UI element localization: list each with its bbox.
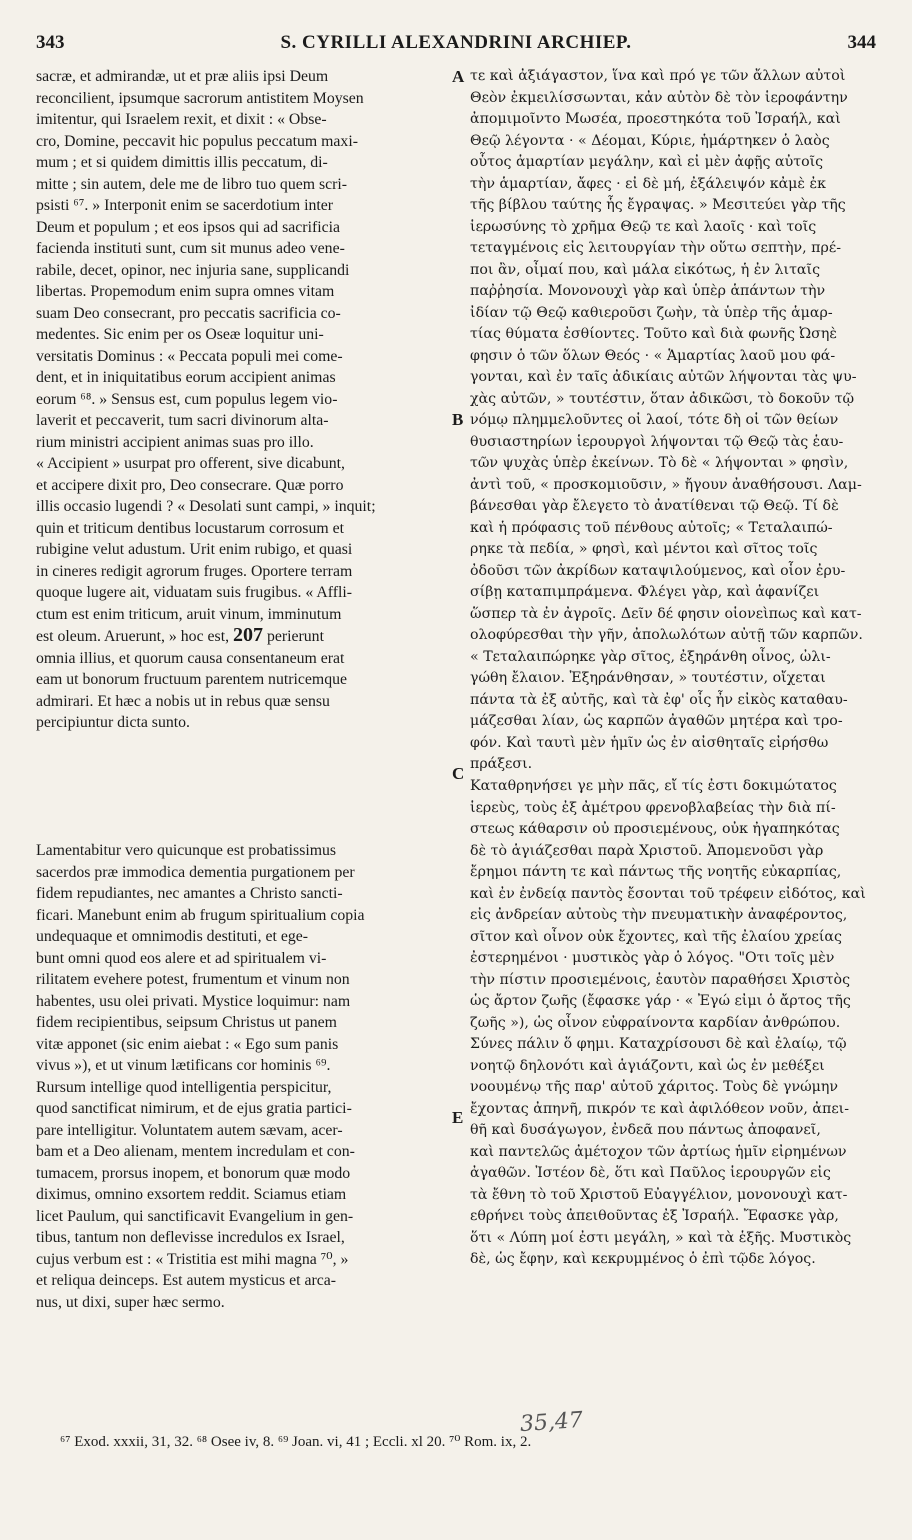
latin-line: psisti ⁶⁷. » Interponit enim se sacerdotium inter xyxy=(36,197,334,214)
latin-line: reconcilient, ipsumque sacrorum antistitem Moysen xyxy=(36,89,364,107)
margin-marker-c: C xyxy=(452,764,465,783)
latin-line: tibus, tantum non deflevisse incredulos ex Israel, xyxy=(36,1229,345,1246)
greek-line: Σύνες πάλιν ὅ φημι. Καταχρίσουσι δὲ καὶ ἐλαίῳ, τῷ xyxy=(470,1036,847,1052)
handwritten-note: 35,47 xyxy=(519,1407,584,1438)
greek-line: καὶ ἡ πρόφασις τοῦ πένθους αὐτοῖς; « Τεταλαιπώ- xyxy=(470,519,833,536)
latin-line: imitentur, qui Israelem rexit, et dixit : « Obse- xyxy=(36,111,327,128)
latin-line: quod sanctificat nimirum, et de ejus gratia partici- xyxy=(36,1100,352,1117)
latin-line: illis occasio lugendi ? « Desolati sunt campi, » inquit; xyxy=(36,498,376,515)
greek-paragraph-2 xyxy=(470,776,880,1271)
latin-line: medentes. Sic enim per os Oseæ loquitur uni- xyxy=(36,326,324,343)
greek-line: οὗτος ἁμαρτίαν μεγάλην, καὶ εἰ μὲν ἀφῇς αὐτοῖς xyxy=(470,154,824,170)
latin-line: admirari. Et hæc a nobis ut in rebus quæ sensu xyxy=(36,692,330,710)
greek-line: ἀντὶ τοῦ, « προσκομιοῦσιν, » ἤγουν ἀναθήσουσι. Λαμ- xyxy=(470,476,862,493)
latin-line: bunt omni quod eos alere et ad spiritualem vi- xyxy=(36,949,327,967)
latin-line: in cineres redigit agrorum fruges. Oportere terram xyxy=(36,562,353,580)
latin-line: eorum ⁶⁸. » Sensus est, cum populus legem vio- xyxy=(36,390,338,408)
greek-line: ἔχοντας ἀπηνῆ, πικρόν τε καὶ ἀφιλόθεον νοῦν, ἀπει- xyxy=(470,1100,850,1117)
latin-paragraph-1 xyxy=(36,66,448,734)
latin-line: rium ministri accipient animas suas pro illo. xyxy=(36,433,314,451)
latin-line: pare intelligitur. Voluntatem autem sævam, acer- xyxy=(36,1121,343,1139)
latin-line: eam ut bonorum fructuum parentem nutricemque xyxy=(36,671,348,688)
latin-line: licet Paulum, qui sanctificavit Evangelium in gen- xyxy=(36,1207,354,1225)
greek-line: Θεὸν ἐκμειλίσσωνται, κἀν αὐτὸν δὲ τὸν ἱεροφάντην xyxy=(470,89,848,106)
greek-paragraph-1 xyxy=(470,66,880,776)
greek-line: ὀδοῦσι τῶν ἀκρίδων καταψιλούμενος, καὶ οἷον ἐρυ- xyxy=(470,562,846,579)
greek-line: ἀγαθῶν. Ἰστέον δὲ, ὅτι καὶ Παῦλος ἱερουργῶν εἰς xyxy=(470,1165,831,1181)
latin-line: versitatis Dominus : « Peccata populi mei come- xyxy=(36,347,343,365)
latin-line: laverit et peccaverit, tum sacri divinorum alta- xyxy=(36,412,329,429)
latin-line: diximus, omnino exsortem reddit. Sciamus etiam xyxy=(36,1186,347,1203)
latin-line: vitæ apponet (sic enim aiebat : « Ego sum panis xyxy=(36,1035,339,1053)
greek-line: παῤῥησία. Μονονουχὶ γὰρ καὶ ὑπὲρ ἁπάντων τὴν xyxy=(470,283,826,299)
latin-line: est oleum. Aruerunt, » hoc est, 207 perierunt xyxy=(36,625,324,646)
greek-line: σίβῃ καταπιμπράμενα. Φλέγει γὰρ, καὶ ἀφανίζει xyxy=(470,584,820,600)
latin-line: omnia illius, et quorum causa consentaneum erat xyxy=(36,649,345,667)
greek-line: πάντα τὰ ἐξ αὐτῆς, καὶ τὰ ἐφ' οἷς ἦν εἰκὸς καταθαυ- xyxy=(470,691,848,708)
page-header xyxy=(36,30,876,60)
greek-line: πράξεσι. xyxy=(470,756,533,772)
greek-line: θυσιαστηρίων ἱερουργοὶ λήψονται τῷ Θεῷ τὰς ἑαυ- xyxy=(470,433,844,450)
margin-marker-e: E xyxy=(452,1108,464,1127)
greek-line: γονται, καὶ ἐν ταῖς ἀδικίαις αὐτῶν λήψονται τὰς ψυ- xyxy=(470,369,857,385)
latin-line: mitte ; sin autem, dele me de libro tuo quem scri- xyxy=(36,175,348,193)
page-number-right: 344 xyxy=(847,32,876,53)
greek-line: νοητῷ δηλονότι καὶ ἁγιάζοντι, καὶ ὡς ἐν μεθέξει xyxy=(470,1057,825,1074)
greek-line: τὴν πίστιν προσιεμένοις, ἑαυτὸν παραθήσει Χριστὸς xyxy=(470,971,851,988)
greek-line: καὶ ἐν ἐνδείᾳ παντὸς ἔσονται τοῦ τρέφειν εἰδότος, καὶ xyxy=(470,885,866,902)
latin-line: « Accipient » usurpat pro offerent, sive dicabunt, xyxy=(36,455,345,472)
latin-line: bam et a Deo alienam, mentem incredulam et con- xyxy=(36,1143,355,1160)
greek-line: ὡς ἄρτον ζωῆς (ἔφασκε γάρ · « Ἐγώ εἰμι ὁ ἄρτος τῆς xyxy=(470,993,851,1009)
greek-line: στεως κάθαρσιν οὐ προσιεμένους, οὐκ ἠγαπηκότας xyxy=(470,821,840,837)
latin-line: habentes, usu olei privati. Mystice loquimur: nam xyxy=(36,992,351,1010)
greek-line: βάνεσθαι γὰρ ἔλεγετο τὸ ἀνατίθεναι τῷ Θεῷ. Τί δὲ xyxy=(470,498,839,514)
greek-line: σῖτον καὶ οἶνον οὐκ ἔχοντες, καὶ τῆς ἐλαίου χρείας xyxy=(470,928,842,945)
latin-line: suam Deo consecrant, pro peccatis sacrificia co- xyxy=(36,304,341,322)
latin-line: tumacem, prorsus inopem, et bonorum quæ modo xyxy=(36,1164,351,1182)
greek-line: ὅτι « Λύπη μοί ἐστι μεγάλη, » καὶ τὰ ἑξῆς. Μυστικὸς xyxy=(470,1229,852,1246)
greek-line: Καταθρηνήσει γε μὴν πᾶς, εἴ τίς ἐστι δοκιμώτατος xyxy=(470,778,837,794)
latin-line: et accipere dixit pro, Deo consecrare. Quæ porro xyxy=(36,476,344,494)
latin-line: rilitatem evehere potest, frumentum et vinum non xyxy=(36,971,350,988)
latin-line: rabile, decet, opinor, nec injuria sane, supplicandi xyxy=(36,261,350,279)
greek-line: ὥσπερ τὰ ἐν ἀγροῖς. Δεῖν δέ φησιν οἱονεὶπως καὶ κατ- xyxy=(470,605,862,622)
greek-line: τίας θύματα ἐσθίοντες. Τοῦτο καὶ διὰ φωνῆς Ὠσηὲ xyxy=(470,326,837,342)
greek-line: μάζεσθαι λίαν, ὡς καρπῶν ἀγαθῶν μητέρα καὶ τρο- xyxy=(470,713,843,729)
greek-line: τε καὶ ἀξιάγαστον, ἵνα καὶ πρό γε τῶν ἄλλων αὐτοὶ xyxy=(470,68,846,84)
latin-paragraph-2 xyxy=(36,840,448,1313)
greek-line: καὶ παντελῶς ἀμέτοχον τῶν ἀρτίως ἡμῖν εἰρημένων xyxy=(470,1143,847,1160)
greek-line: « Τεταλαιπώρηκε γὰρ σῖτος, ἐξηράνθη οἶνος, ὠλι- xyxy=(470,648,831,665)
greek-line: τεταγμένοις εἰς λειτουργίαν τὴν οὕτω σεπτὴν, πρέ- xyxy=(470,240,841,256)
greek-line: φόν. Καὶ ταυτὶ μὲν ἡμῖν ὡς ἐν αἰσθηταῖς εἰρήσθω xyxy=(470,734,829,751)
greek-line: τὰ ἔθνη τὸ τοῦ Χριστοῦ Εὐαγγέλιον, μονονουχὶ κατ- xyxy=(470,1186,848,1203)
greek-line: ἱερωσύνης τὸ χρῆμα Θεῷ τε καὶ λαοῖς · καὶ τοῖς xyxy=(470,218,817,235)
greek-line: φησιν ὁ τῶν ὅλων Θεός · « Ἁμαρτίας λαοῦ μου φά- xyxy=(470,347,836,364)
greek-line: εθρήνει τοὺς ἀπειθοῦντας ἐξ Ἰσραήλ. Ἔφασκε γὰρ, xyxy=(470,1208,839,1224)
greek-line: ἀπομιμοῖντο Μωσέα, προεστηκότα τοῦ Ἰσραήλ, καὶ xyxy=(470,111,841,127)
footnotes: ⁶⁷ Exod. xxxii, 31, 32. ⁶⁸ Osee iv, 8. ⁶⁹ Joan. vi, 41 ; Eccli. xl 20. ⁷⁰ Rom. ix, 2. xyxy=(60,1434,532,1450)
latin-line: fidem recipientibus, seipsum Christus ut panem xyxy=(36,1014,337,1031)
greek-line: ολοφύρεσθαι τὴν γῆν, ἀπολωλότων αὐτῇ τῶν καρπῶν. xyxy=(470,627,863,643)
greek-line: γώθη ἔλαιον. Ἐξηράνθησαν, » τουτέστιν, οἴχεται xyxy=(470,670,826,686)
greek-line: νοουμένῳ τῆς παρ' αὐτοῦ χάριτος. Τοὺς δὲ γνώμην xyxy=(470,1079,839,1095)
margin-marker-b: B xyxy=(452,410,464,429)
latin-line: et reliqua deinceps. Est autem mysticus et arca- xyxy=(36,1272,337,1289)
greek-line: δὲ, ὡς ἔφην, καὶ κεκρυμμένος ὁ ἐπὶ τῷδε λόγος. xyxy=(470,1251,816,1267)
latin-line: cujus verbum est : « Tristitia est mihi magna ⁷⁰, » xyxy=(36,1250,349,1268)
column-number: 207 xyxy=(233,625,263,646)
greek-line: ἰδίαν τῷ Θεῷ καθιεροῦσι ζωὴν, τὰ ὑπὲρ τῆς ἁμαρ- xyxy=(470,304,833,321)
greek-line: ἔρημοι πάντη τε καὶ πάντως τῆς νοητῆς εὐκαρπίας, xyxy=(470,864,842,880)
running-title: S. CYRILLI ALEXANDRINI ARCHIEP. xyxy=(280,32,632,53)
latin-line-continuation: perierunt xyxy=(266,628,324,645)
greek-line: δὲ τὸ ἁγιάζεσθαι παρὰ Χριστοῦ. Ἀπομενοῦσι γὰρ xyxy=(470,842,824,859)
greek-line: Θεῷ λέγοντα · « Δέομαι, Κύριε, ἡμάρτηκεν ὁ λαὸς xyxy=(470,132,830,149)
greek-line: θῆ καὶ δυσάγωγον, ἐνδεᾶ που πάντως ἀποφανεῖ, xyxy=(470,1122,821,1138)
greek-line: ἐστερημένοι · μυστικὸς γὰρ ὁ λόγος. "Οτι τοῖς μὲν xyxy=(470,950,835,966)
greek-line: νόμῳ πλημμελοῦντες οἱ λαοί, τότε δὴ οἱ τῶν θείων xyxy=(470,412,839,428)
latin-line: nus, ut dixi, super hæc sermo. xyxy=(36,1293,225,1311)
latin-line: ficari. Manebunt enim ab frugum spiritualium copia xyxy=(36,906,365,924)
margin-marker-a: A xyxy=(452,67,465,86)
greek-line: τὴν ἁμαρτίαν, ἄφες · εἰ δὲ μή, ἐξάλειψόν κἀμὲ ἐκ xyxy=(470,175,826,192)
greek-line: ζωῆς »), ὡς οἶνον εὐφραίνοντα καρδίαν ἀνθρώπου. xyxy=(470,1014,841,1031)
latin-line: percipiuntur dicta sunto. xyxy=(36,714,190,731)
latin-line: cro, Domine, peccavit hic populus peccatum maxi- xyxy=(36,132,358,150)
greek-line: τῶν ψυχὰς ὑπὲρ ἐκείνων. Τὸ δὲ « λήψονται » φησὶν, xyxy=(470,455,849,471)
latin-line: vivus »), et ut vinum lætificans cor hominis ⁶⁹. xyxy=(36,1057,331,1074)
greek-line: ρηκε τὰ πεδία, » φησὶ, καὶ μέντοι καὶ σῖτος τοῖς xyxy=(470,541,818,557)
latin-line: sacerdos præ immodica dementia purgationem per xyxy=(36,863,355,881)
latin-line: Deum et populum ; et eos ipsos qui ad sacrificia xyxy=(36,218,341,236)
latin-line: ctum est enim triticum, aruit vinum, imminutum xyxy=(36,605,342,623)
latin-line: quoque lugere ait, viduatam suis frugibus. « Affli- xyxy=(36,584,353,601)
latin-line: rubigine velut adustum. Urit enim rubigo, et quasi xyxy=(36,541,353,558)
latin-line: Rursum intellige quod intelligentia perspicitur, xyxy=(36,1078,332,1096)
greek-line: ποι ἂν, οἶμαί που, καὶ μάλα εἰκότως, ἡ ἐν λιταῖς xyxy=(470,261,821,278)
greek-line: ἱερεὺς, τοὺς ἐξ ἀμέτρου φρενοβλαβείας τὴν διὰ πί- xyxy=(470,799,836,816)
greek-line: τῆς βίβλου ταύτης ἧς ἔγραψας. » Μεσιτεύει γὰρ τῆς xyxy=(470,197,846,213)
latin-line: undequaque et omnimodis destituti, et ege- xyxy=(36,928,308,945)
latin-line: quin et triticum dentibus locustarum corrosum et xyxy=(36,519,344,537)
page-number-left: 343 xyxy=(36,32,65,53)
greek-line: χὰς αὐτῶν, » τουτέστιν, ὅταν ἀδικῶσι, τὸ δοκοῦν τῷ xyxy=(470,390,855,407)
greek-line: εἰς ἀνδρείαν αὐτοὺς τὴν πνευματικὴν ἀναφέροντος, xyxy=(470,907,848,923)
latin-line: fidem repudiantes, nec amantes a Christo sancti- xyxy=(36,885,343,902)
latin-line: facienda instituti sunt, cum sit munus adeo vene- xyxy=(36,240,345,257)
latin-line: dent, et in iniquitatibus eorum accipient animas xyxy=(36,369,336,386)
latin-line: mum ; et si quidem dimittis illis peccatum, di- xyxy=(36,154,328,171)
latin-line: sacræ, et admirandæ, ut et præ aliis ipsi Deum xyxy=(36,68,329,85)
latin-line: libertas. Propemodum enim supra omnes vitam xyxy=(36,283,335,300)
latin-line: Lamentabitur vero quicunque est probatissimus xyxy=(36,842,337,859)
